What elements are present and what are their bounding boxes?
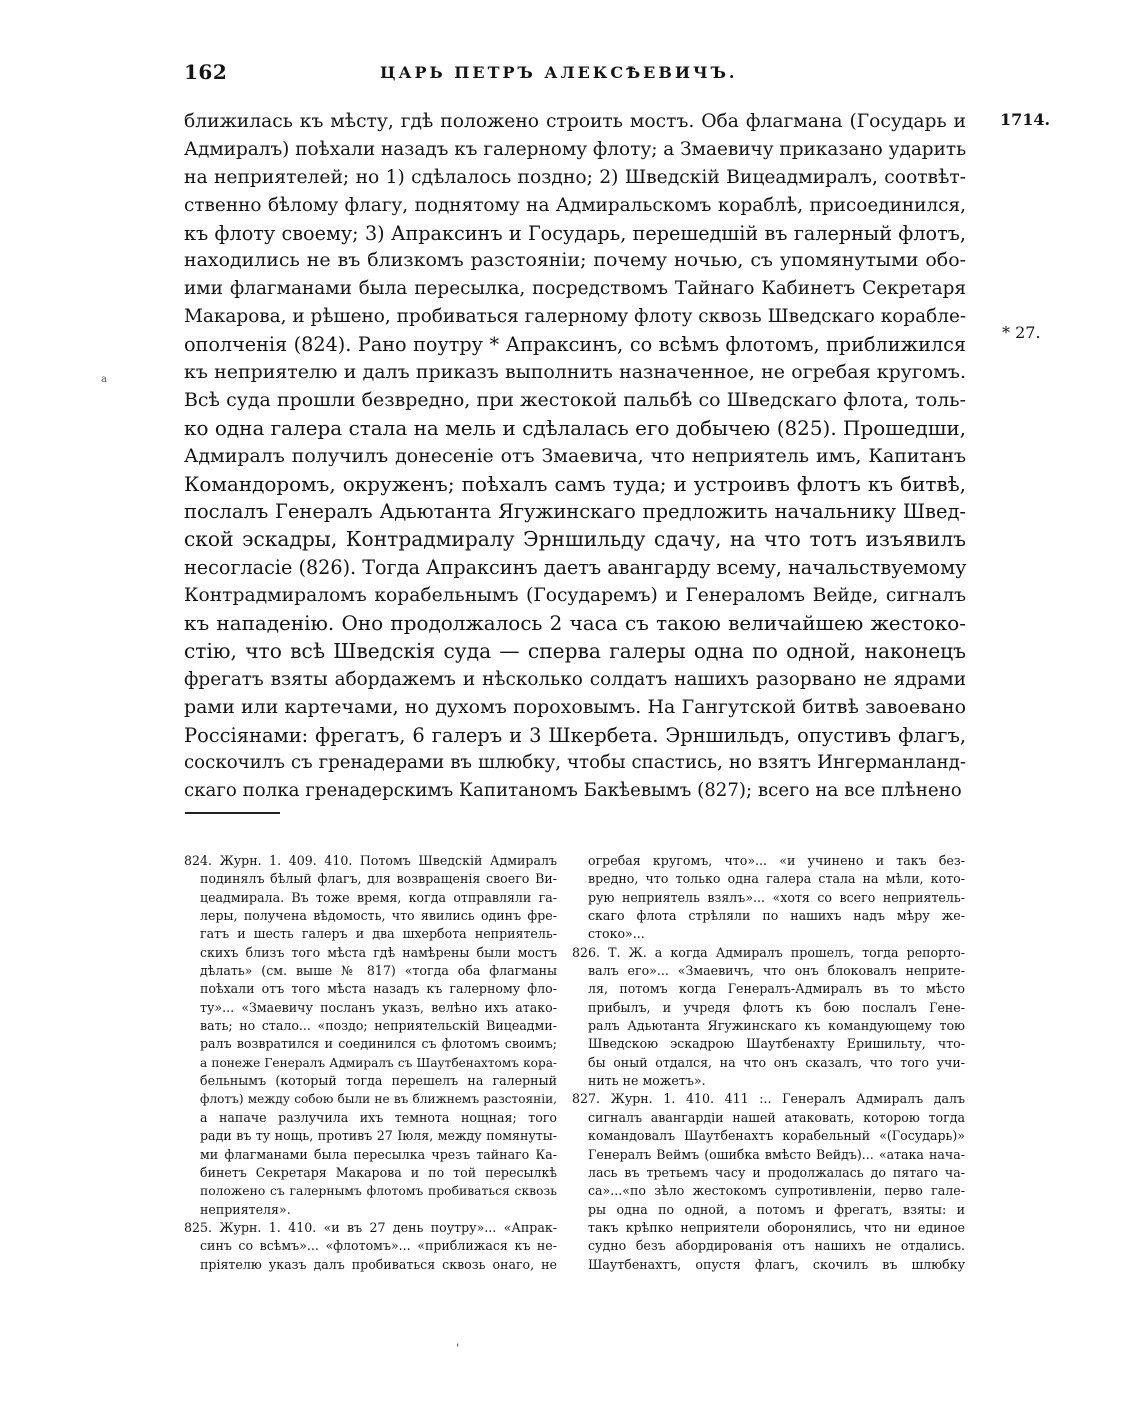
stray-mark: ˌ [456, 1334, 460, 1348]
footnote-824-line: цеадмирала. Въ тоже время, когда отправляли га- [200, 889, 557, 905]
footnote-826-line: нить не можетъ». [588, 1073, 706, 1089]
footnote-824-line: ралъ возвратился и соединился съ флотомъ своимъ; [200, 1036, 557, 1052]
text-line: ополченія (824). Рано поутру * Апраксинъ, со всѣмъ флотомъ, приближился [184, 333, 966, 357]
text-line: рами или картечами, но духомъ пороховымъ. На Гангутской битвѣ завоевано [184, 695, 966, 718]
margin-date: * 27. [1002, 323, 1041, 342]
footnote-827-line: 827. Журн. 1. 410. 411 :.. Генералъ Адмиралъ далъ [572, 1091, 965, 1107]
text-line: ближилась къ мѣсту, гдѣ положено строить мостъ. Оба флагмана (Государь и [184, 111, 966, 132]
page-number: 162 [184, 60, 228, 84]
footnote-825-line: синъ со всѣмъ»... «флотомъ»... «приближася къ не- [200, 1238, 557, 1254]
footnote-divider [185, 812, 280, 814]
footnote-824-line: положено съ галернымъ флотомъ пробиваться сквозь [200, 1184, 557, 1199]
footnote-826-line: 826. Т. Ж. а когда Адмиралъ прошелъ, тогда репорто- [572, 944, 965, 960]
footnotes-right-column [572, 852, 965, 1274]
text-line: Контрадмираломъ корабельнымъ (Государемъ) и Генераломъ Вейде, сигналъ [184, 585, 966, 607]
footnote-827-line: Шаутбенахтъ, опустя флагъ, скочилъ въ шлюбку [588, 1256, 965, 1272]
footnote-824-line: дѣлать» (см. выше № 817) «тогда оба флагманы [200, 963, 557, 979]
footnote-827-line: лась въ третьемъ часу и продолжалась до пятаго ча- [588, 1164, 965, 1180]
footnote-825-line: скаго флота стрѣляли по нашихъ надъ мѣру же- [588, 908, 965, 924]
footnote-826-line: прибылъ, и учредя флотъ къ бою послалъ Гене- [588, 999, 965, 1015]
footnote-824-line: скихъ близъ того мѣста гдѣ намѣрены были мостъ [200, 944, 557, 960]
footnote-825-line: вредно, что только одна галера стала на мѣли, кото- [588, 871, 965, 887]
text-line: Россіянами: фрегатъ, 6 галеръ и 3 Шкербета. Эрншильдъ, опустивъ флагъ, [184, 723, 966, 747]
footnote-824-line: вать; но стало... «поздо; неприятельскій Вицеадми- [200, 1018, 557, 1034]
footnote-824-line: а напаче разлучила ихъ темнота нощная; того [200, 1109, 557, 1125]
footnote-824-line: ми флагманами была пересылка чрезъ тайнаго Ка- [200, 1146, 557, 1162]
footnote-826-line: валъ его»... «Змаевичъ, что онъ блоковалъ неприте- [588, 963, 965, 979]
footnote-824-line: ради въ ту нощь, противъ 27 Іюля, между помянуты- [200, 1128, 557, 1144]
footnote-826-line: ля, потомъ когда Генералъ-Адмиралъ въ то мѣсто [588, 981, 965, 997]
text-line: ко одна галера стала на мель и сдѣлалась его добычею (825). Прошедши, [184, 415, 966, 440]
footnote-825-line: стоко»... [588, 926, 645, 942]
text-line: на неприятелей; но 1) сдѣлалось поздно; 2) Шведскій Вицеадмиралъ, соотвѣт- [184, 166, 966, 188]
footnote-827-line: командовалъ Шаутбенахтъ корабельный «(Государь)» [588, 1128, 965, 1144]
text-line: фрегатъ взяты абордажемъ и нѣсколько солдатъ нашихъ разорвано не ядрами [184, 668, 966, 690]
footnote-824-line: флотъ) между собою были не въ ближнемъ разстояніи, [200, 1092, 557, 1107]
footnotes-left-column [184, 852, 557, 1274]
text-line: къ неприятелю и далъ приказъ выполнить назначенное, не огребая кругомъ. [184, 361, 966, 384]
footnote-827-line: са»...«по зѣло жестокомъ супротивленіи, перво гале- [588, 1183, 965, 1199]
stray-mark: a [101, 374, 107, 385]
text-line: послалъ Генералъ Адьютанта Ягужинскаго предложить начальнику Швед- [184, 500, 966, 524]
footnote-824-line: а понеже Генералъ Адмиралъ съ Шаутбенахтомъ кора- [200, 1055, 557, 1070]
footnote-825-line: рую неприятель взялъ»... «хотя со всего неприятель- [588, 889, 965, 905]
text-line: скаго полка гренадерскимъ Капитаномъ Бакѣевымъ (827); всего на все плѣнено [184, 780, 962, 802]
footnote-827-line: ры одна по одной, а потомъ и фрегатъ, взяты: и [588, 1201, 965, 1217]
footnote-824-line: неприятеля». [200, 1201, 291, 1217]
text-line: ими флагманами была пересылка, посредствомъ Тайнаго Кабинетъ Секретаря [184, 278, 966, 300]
text-line: находились не въ близкомъ разстояніи; почему ночью, съ упомянутыми обо- [184, 249, 966, 272]
footnote-824-line: 824. Журн. 1. 409. 410. Потомъ Шведскій Адмиралъ [184, 853, 557, 868]
text-line: Адмиралъ) поѣхали назадъ къ галерному флоту; а Змаевичу приказано ударить [184, 138, 967, 160]
footnote-824-line: бинетъ Секретаря Макарова и по той пересылкѣ [200, 1164, 557, 1180]
text-line: ской эскадры, Контрадмиралу Эрншильду сдачу, на что тотъ изъявилъ [184, 527, 966, 552]
footnote-827-line: такъ крѣпко неприятели оборонялись, что ни единое [588, 1219, 965, 1235]
footnote-826-line: ралъ Адьютанта Ягужинскаго къ командующему тою [588, 1018, 965, 1034]
footnote-826-line: Шведскою эскадрою Шаутбенахту Еришильту, что- [588, 1036, 965, 1052]
text-line: къ нападенію. Оно продолжалось 2 часа съ такою величайшею жестоко- [184, 611, 966, 636]
footnote-824-line: подинялъ бѣлый флагъ, для возвращенія своего Ви- [200, 871, 557, 887]
footnote-824-line: поѣхали отъ того мѣста назадъ къ галерному фло- [200, 981, 557, 997]
text-line: Всѣ суда прошли безвредно, при жестокой пальбѣ со Шведскаго флота, толь- [184, 388, 966, 411]
footnote-824-line: ту»... «Змаевичу посланъ указъ, велѣно ихъ атако- [200, 999, 557, 1015]
footnote-824-line: гатъ и шесть галеръ и два шхербота неприятель- [200, 926, 557, 942]
footnote-824-line: леры, получена вѣдомость, что явились одинъ фре- [200, 908, 557, 924]
text-line: соскочилъ съ гренадерами въ шлюбку, чтобы спастись, но взятъ Ингерманланд- [184, 752, 966, 774]
footnote-827-line: судно безъ абордированія отъ нашихъ не отдались. [588, 1238, 965, 1254]
text-line: несогласіе (826). Тогда Апраксинъ даетъ авангарду всему, начальствуемому [184, 556, 967, 580]
text-line: къ флоту своему; 3) Апраксинъ и Государь, перешедшій въ галерный флотъ, [184, 221, 966, 245]
text-line: стію, что всѣ Шведскія суда — сперва галеры одна по одной, наконецъ [184, 638, 966, 663]
footnote-824-line: бельнымъ (который тогда перешелъ на галерный [200, 1073, 557, 1089]
text-line: ственно бѣлому флагу, поднятому на Адмиральскомъ кораблѣ, присоединился, [184, 194, 966, 216]
footnote-825-line: пріятелю указъ далъ пробиваться сквозь онаго, не [200, 1256, 557, 1272]
footnote-825-line: 825. Журн. 1. 410. «и въ 27 день поутру»... «Апрак- [184, 1219, 557, 1235]
text-line: Адмиралъ получилъ донесеніе отъ Змаевича, что неприятель имъ, Капитанъ [184, 444, 966, 467]
footnote-827-line: Генералъ Веймъ (ошибка вмѣсто Вейдъ)... «атака нача- [588, 1146, 965, 1162]
footnote-825-line: огребая кругомъ, что»... «и учинено и такъ без- [588, 853, 965, 868]
footnote-826-line: бы оный отдался, на что онъ сказалъ, что того учи- [588, 1054, 965, 1070]
running-title: ЦАРЬ ПЕТРЪ АЛЕКСѢЕВИЧЪ. [380, 63, 738, 82]
footnote-827-line: сигналъ авангардіи нашей атаковать, которою тогда [588, 1109, 965, 1125]
main-text [184, 108, 966, 805]
margin-year: 1714. [1000, 110, 1051, 129]
text-line: Командоромъ, окруженъ; поѣхалъ самъ туда; и устроивъ флотъ къ битвѣ, [184, 471, 966, 496]
text-line: Макарова, и рѣшено, пробиваться галерному флоту сквозь Шведскаго корабле- [184, 306, 967, 328]
